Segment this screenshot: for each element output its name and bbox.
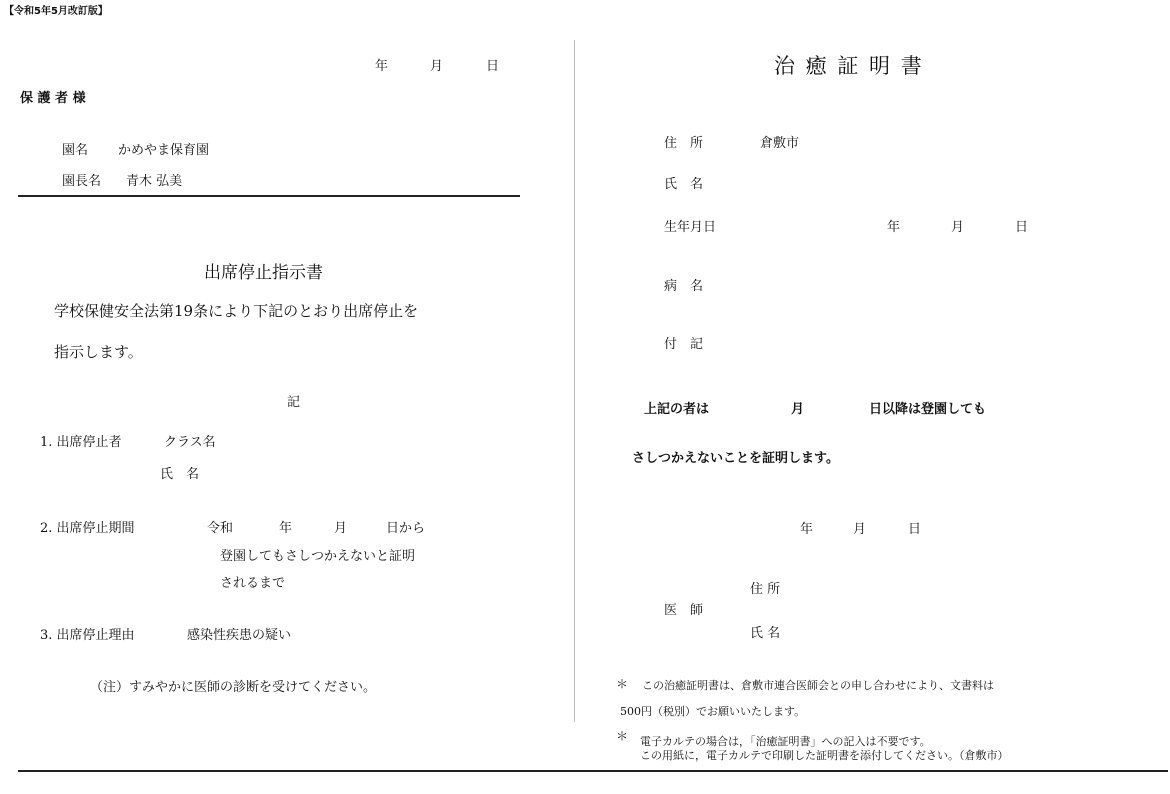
item2-label: 2. 出席停止期間 [40, 521, 135, 536]
header-divider [18, 195, 520, 197]
statement-post: 日以降は登園しても [869, 402, 987, 417]
right-title: 治 癒 証 明 書 [774, 54, 924, 78]
left-date-year: 年 [375, 59, 389, 74]
item1-label: 1. 出席停止者 [40, 435, 122, 450]
note1-line1: この治癒証明書は、倉敷市連合医師会との申し合わせにより、文書料は [642, 679, 994, 692]
nursery-label: 園名 [62, 143, 89, 158]
item2-line2: 登園してもさしつかえないと証明 [220, 549, 416, 564]
item1-class-label: クラス名 [164, 435, 216, 450]
doctor-address-label: 住 所 [750, 582, 781, 597]
right-date-day: 日 [908, 522, 922, 537]
doctor-name-label: 氏 名 [750, 626, 781, 641]
right-date-year: 年 [800, 522, 814, 537]
director-label: 園長名 [62, 174, 102, 189]
nursery-value: かめやま保育園 [118, 143, 210, 158]
footer-divider [18, 770, 1168, 772]
left-date-day: 日 [486, 59, 500, 74]
center-divider [574, 40, 575, 722]
disease-label: 病 名 [664, 279, 704, 294]
intro-line2: 指示します。 [54, 343, 143, 361]
right-date-month: 月 [853, 522, 867, 537]
item2-line3: されるまで [220, 576, 286, 591]
statement-month: 月 [791, 402, 805, 417]
item2-from: 日から [386, 521, 426, 536]
note1-star: ＊ [616, 677, 629, 691]
doctor-label: 医 師 [664, 603, 704, 618]
statement-pre: 上記の者は [644, 402, 710, 417]
note2-star: ＊ [616, 729, 629, 743]
revision-label: 【令和5年5月改訂版】 [4, 6, 108, 17]
birth-month: 月 [951, 220, 965, 235]
birth-label: 生年月日 [664, 220, 717, 235]
item3-label: 3. 出席停止理由 [40, 628, 135, 643]
birth-day: 日 [1015, 220, 1029, 235]
left-note: （注）すみやかに医師の診断を受けてください。 [90, 680, 377, 695]
note1-line2: 500円（税別）でお願いいたします。 [620, 705, 806, 718]
item2-year: 年 [279, 521, 293, 536]
ki-label: 記 [287, 395, 301, 410]
intro-line1: 学校保健安全法第19条により下記のとおり出席停止を [54, 302, 419, 320]
birth-year: 年 [887, 220, 901, 235]
item2-month: 月 [334, 521, 348, 536]
patient-name-label: 氏 名 [664, 177, 704, 192]
item2-era: 令和 [207, 521, 234, 536]
director-value: 青木 弘美 [126, 174, 183, 189]
statement-line2: さしつかえないことを証明します。 [632, 451, 839, 466]
item3-value: 感染性疾患の疑い [187, 628, 292, 643]
remarks-label: 付 記 [664, 337, 704, 352]
left-date-month: 月 [430, 59, 444, 74]
address-label: 住 所 [664, 136, 704, 151]
item1-name-label: 氏 名 [160, 467, 200, 482]
addressee: 保 護 者 様 [20, 91, 86, 106]
address-value: 倉敷市 [760, 136, 800, 151]
left-title: 出席停止指示書 [204, 263, 323, 283]
note2-line2: この用紙に，電子カルテで印刷した証明書を添付してください。（倉敷市） [640, 749, 1009, 762]
note2-line1: 電子カルテの場合は，「治癒証明書」への記入は不要です。 [640, 735, 931, 748]
